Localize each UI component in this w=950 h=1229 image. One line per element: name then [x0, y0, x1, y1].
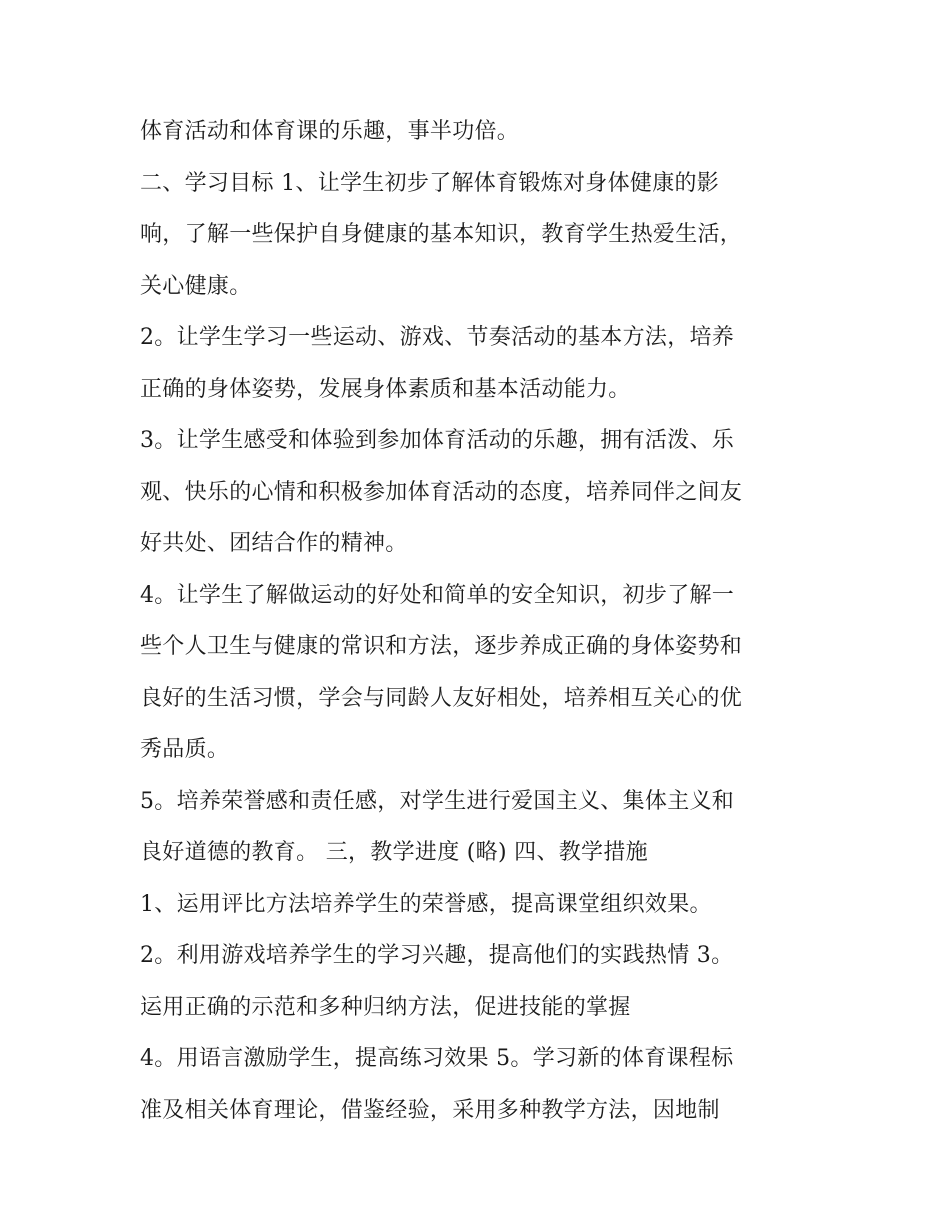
text-line: 响，了解一些保护自身健康的基本知识，教育学生热爱生活， [140, 222, 743, 247]
text-line: 4。用语言激励学生，提高练习效果 5。学习新的体育课程标 [140, 1046, 734, 1071]
text-line: 关心健康。 [140, 273, 252, 299]
text-line: 1、运用评比方法培养学生的荣誉感，提高课堂组织效果。 [140, 891, 712, 917]
text-line: 2。利用游戏培养学生的学习兴趣，提高他们的实践热情 3。 [140, 943, 734, 968]
text-line: 二、学习目标 1、让学生初步了解体育锻炼对身体健康的影 [140, 170, 720, 196]
text-line: 体育活动和体育课的乐趣，事半功倍。 [140, 119, 520, 144]
text-line: 3。让学生感受和体验到参加体育活动的乐趣，拥有活泼、乐 [140, 428, 735, 453]
text-line: 4。让学生了解做运动的好处和简单的安全知识，初步了解一 [140, 582, 735, 608]
text-line: 良好道德的教育。 三，教学进度 (略) 四、教学措施 [140, 840, 648, 865]
text-line: 5。培养荣誉感和责任感，对学生进行爱国主义、集体主义和 [140, 788, 735, 814]
text-line: 观、快乐的心情和积极参加体育活动的态度，培养同伴之间友 [140, 479, 743, 505]
text-line: 良好的生活习惯，学会与同龄人友好相处，培养相互关心的优 [140, 685, 743, 711]
text-line: 准及相关体育理论，借鉴经验，采用多种教学方法，因地制 [140, 1097, 720, 1123]
text-line: 秀品质。 [140, 737, 230, 762]
text-line: 运用正确的示范和多种归纳方法，促进技能的掌握 [140, 994, 631, 1020]
text-line: 好共处、团结合作的精神。 [140, 531, 408, 556]
text-line: 些个人卫生与健康的常识和方法，逐步养成正确的身体姿势和 [140, 634, 743, 659]
document-body [140, 106, 840, 1136]
text-line: 2。让学生学习一些运动、游戏、节奏活动的基本方法，培养 [140, 325, 735, 350]
text-line: 正确的身体姿势，发展身体素质和基本活动能力。 [140, 376, 631, 402]
